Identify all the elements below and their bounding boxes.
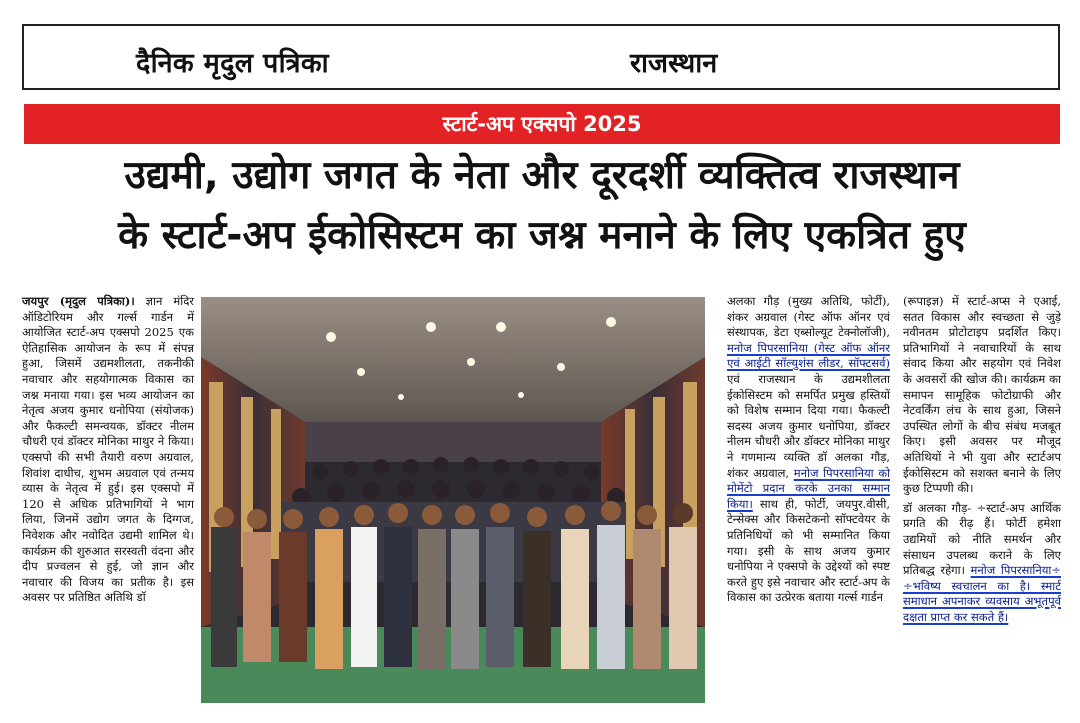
- highlighted-text-memento: मनोज पिपरसानिया को मोमेंटो प्रदान करके उनका सम्मान किया।: [727, 465, 891, 511]
- dateline: जयपुर (मृदुल पत्रिका)।: [22, 294, 135, 308]
- region-title: राजस्थान: [630, 48, 718, 79]
- column-3-text-b: एवं राजस्थान के उद्यमशीलता ईकोसिस्टम को समर्पित प्रमुख हस्तियों को विशेष सम्मान दिया गया। फैकल्टी सदस्य अजय कुमार धनोपिया, डॉक्टर नीलम चौधरी और डॉक्टर मोनिका माथुर ने गणमान्य व्यक्ति डॉ अलका गौड़, शंकर अग्रवाल,: [727, 371, 890, 480]
- column-4-text-a: (रूपाइज्ञ) में स्टार्ट-अप्स ने एआई, सतत विकास और स्वच्छता से जुड़े नवीनतम प्रोटोटाइप प्रदर्शित किए। प्रतिभागियों ने नवाचारियों के साथ संवाद किया और सहयोग एवं निवेश के अवसरों की खोज की। कार्यक्रम का समापन सामूहिक फोटोग्राफी और नेटवर्किंग लंच के साथ हुआ, जिसने उपस्थित लोगों के बीच संबंध मजबूत किए। इसी अवसर पर मौजूद अतिथियों ने भी युवा और स्टार्टअप ईकोसिस्टम को सशक्त बनाने के लिए कुछ टिप्पणी की।: [903, 294, 1061, 496]
- newspaper-title: दैनिक मृदुल पत्रिका: [136, 48, 329, 79]
- group-photo: [201, 297, 705, 703]
- headline-line-2: के स्टार्ट-अप ईकोसिस्टम का जश्न मनाने के लिए एकत्रित हुए: [118, 213, 966, 258]
- column-1-text: ज्ञान मंदिर ऑडिटोरियम और गर्ल्स गार्डन में आयोजित स्टार्ट-अप एक्सपो 2025 एक ऐतिहासिक आयोजन के रूप में संपन्न हुआ, जिसमें उद्यमशीलता, तकनीकी नवाचार और सहयोगात्मक विकास का जश्न मनाया गया। इस भव्य आयोजन का नेतृत्व अजय कुमार धनोपिया (संयोजक) और फैकल्टी समन्वयक, डॉक्टर नीलम चौधरी एवं डॉक्टर मोनिका माथुर ने किया। एक्सपो की सभी तैयारी वरुण अग्रवाल, शिवांश दाधीच, शुभम अग्रवाल एवं तन्मय व्यास के नेतृत्व में हुई। इस एक्सपो में 120 से अधिक प्रतिभागियों ने भाग लिया, जिनमें उद्योग जगत के दिग्गज, निवेशक और नवोदित उद्यमी शामिल थे। कार्यक्रम की शुरुआत सरस्वती वंदना और दीप प्रज्वलन से हुई, जो ज्ञान और नवाचार की विजय का प्रतीक है। इस अवसर पर प्रतिष्ठित अतिथि डॉ: [22, 294, 195, 605]
- highlighted-text-guest-of-honor: मनोज पिपरसानिया (गेस्ट ऑफ ऑनर एवं आईटी सॉल्युशंस लीडर, सॉफ्टसर्व): [727, 340, 890, 371]
- article-column-3: [727, 294, 890, 606]
- masthead: [22, 24, 1060, 90]
- section-banner: स्टार्ट-अप एक्सपो 2025: [24, 104, 1060, 144]
- column-3-text-c: साथ ही, फोर्टी, जयपुर.वीसी, टेन्सेक्स और किसटेकनो सॉफ्टवेयर के प्रतिनिधियों को भी सम्मानित किया गया। इसी के साथ अजय कुमार धनोपिया ने एक्सपो के उद्देश्यों को स्पष्ट करते हुए इसे नवाचार और स्टार्ट-अप के विकास का उत्प्रेरक बताया गर्ल्स गार्डन: [727, 496, 890, 605]
- column-3-text-a: अलका गौड़ (मुख्य अतिथि, फोर्टी), शंकर अग्रवाल (गेस्ट ऑफ ऑनर एवं संस्थापक, डेटा एब्सोल्यूट टेक्नोलॉजी),: [727, 294, 890, 340]
- headline-line-1: उद्यमी, उद्योग जगत के नेता और दूरदर्शी व्यक्तित्व राजस्थान: [124, 153, 960, 198]
- highlighted-quote: मनोज पिपरसानिया÷ ÷भविष्य स्वचालन का है। स्मार्ट समाधान अपनाकर व्यवसाय अभूतपूर्व दक्षता प्राप्त कर सकते हैं।: [903, 563, 1062, 624]
- article-column-4: [903, 294, 1061, 625]
- headline: [22, 146, 1062, 266]
- article-column-1: [22, 294, 194, 606]
- column-4-text-b: डॉ अलका गौड़- ÷स्टार्ट-अप आर्थिक प्रगति की रीढ़ हैं। फोर्टी हमेशा उद्यमियों को नीति समर्थन और संसाधन उपलब्ध कराने के लिए प्रतिबद्ध रहेगा।: [903, 500, 1061, 578]
